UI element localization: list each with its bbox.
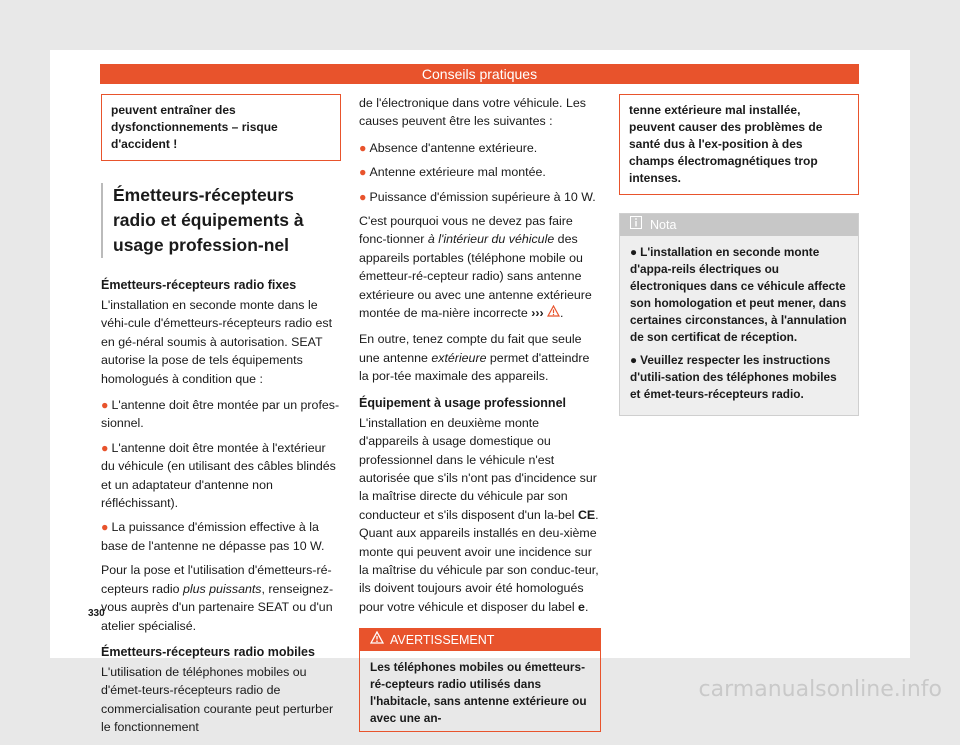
bullet-icon: ● — [101, 440, 109, 455]
list-item: ● L'antenne doit être montée à l'extérieur du véhicule (en utilisant des câbles blindés et un adaptateur d'antenne non réfléchissant). — [101, 440, 336, 511]
list-item: ● La puissance d'émission effective à la base de l'antenne ne dépasse pas 10 W. — [101, 520, 325, 553]
paragraph: Pour la pose et l'utilisation d'émetteurs-ré-cepteurs radio plus puissants, renseignez-vous auprès d'un partenaire SEAT ou d'un atelier spécialisé. — [101, 563, 334, 633]
subheading-mobile-radio: Émetteurs-récepteurs radio mobiles — [101, 644, 315, 659]
column-right — [619, 94, 859, 416]
paragraph: C'est pourquoi vous ne devez pas faire fonc-tionner à l'intérieur du véhicule des appareils portables (téléphone mobile ou émetteur-ré-cepteur radio) sans antenne extérieure ou avec une antenne extérieure montée de ma-nière incorrecte ››› . — [359, 214, 592, 321]
note-box — [619, 213, 859, 416]
subheading-fixed-radio: Émetteurs-récepteurs radio fixes — [101, 278, 297, 292]
watermark: carmanualsonline.info — [698, 677, 942, 702]
warning-triangle-icon — [370, 630, 384, 650]
page-number: 330 — [88, 608, 105, 619]
page-header: Conseils pratiques — [100, 64, 859, 84]
paragraph: L'installation en deuxième monte d'appareils à usage domestique ou professionnel dans le véhicule n'est autorisée que s'ils n'ont pas d'incidence sur la maîtrise directe du véhicule par son conducteur et s'ils disposent d'un la-bel CE. Quant aux appareils installés en deu-xième monte qui peuvent avoir une incidence sur la maîtrise du véhicule par son conduc-teur, ils doivent toujours avoir été homologués pour votre véhicule et disposer du label e. — [359, 415, 599, 614]
list-item: ● Absence d'antenne extérieure. — [359, 140, 538, 155]
note-header — [620, 214, 858, 236]
paragraph: de l'électronique dans votre véhicule. Les causes peuvent être les suivantes : — [359, 96, 586, 129]
note-title: Nota — [650, 218, 677, 232]
warning-box — [359, 628, 601, 732]
paragraph: L'installation en seconde monte dans le véhi-cule d'émetteurs-récepteurs radio est en gé-néral soumis à autorisation. SEAT autorise la pose de tels équipements homologués à condition que : — [101, 298, 333, 386]
column-middle — [359, 94, 601, 732]
bullet-icon: ● — [359, 189, 367, 204]
bullet-icon: ● — [101, 398, 109, 413]
bullet-icon: ● — [630, 245, 638, 259]
e-label: e — [578, 599, 585, 614]
list-item: ● Puissance d'émission supérieure à 10 W. — [359, 189, 596, 204]
warning-title: AVERTISSEMENT — [390, 633, 495, 648]
warning-header — [360, 629, 600, 651]
warning-triangle-icon — [547, 306, 560, 320]
list-item: ● L'installation en seconde monte d'appa-reils électriques ou électroniques dans ce véhicule affecte son homologation et peut mener, dans certaines circonstances, à l'annulation de son certificat de réception. — [630, 245, 847, 344]
warning-text: Les téléphones mobiles ou émetteurs-ré-cepteurs radio utilisés dans l'habitacle, sans antenne extérieure ou avec une an- — [370, 660, 587, 726]
note-body — [620, 236, 858, 415]
info-icon — [630, 215, 642, 235]
list-item: ● Antenne extérieure mal montée. — [359, 165, 546, 180]
paragraph: En outre, tenez compte du fait que seule une antenne extérieure permet d'atteindre la por-tée maximale des appareils. — [359, 332, 590, 384]
column-left — [101, 94, 341, 745]
subheading-professional: Équipement à usage professionnel — [359, 395, 566, 410]
bullet-icon: ● — [359, 165, 367, 180]
bullet-icon: ● — [359, 140, 367, 155]
list-item: ● Veuillez respecter les instructions d'utili-sation des téléphones mobiles et émet-teurs-récepteurs radio. — [630, 353, 837, 401]
bullet-icon: ● — [630, 353, 638, 367]
paragraph: L'utilisation de téléphones mobiles ou d'émet-teurs-récepteurs radio de commercialisation courante peut perturber le fonctionnement — [101, 664, 334, 735]
list-item: ● L'antenne doit être montée par un profes-sionnel. — [101, 398, 340, 431]
cross-reference-arrows[interactable]: ››› — [531, 306, 544, 321]
section-title: Émetteurs-récepteurs radio et équipements à usage profession-nel — [101, 183, 341, 258]
warning-continuation: tenne extérieure mal installée, peuvent causer des problèmes de santé dus à l'ex-position à des champs électromagnétiques trop intenses. — [619, 94, 859, 195]
ce-label: CE — [577, 507, 596, 522]
bullet-icon: ● — [101, 520, 109, 535]
warning-continuation: peuvent entraîner des dysfonctionnements – risque d'accident ! — [101, 94, 341, 161]
